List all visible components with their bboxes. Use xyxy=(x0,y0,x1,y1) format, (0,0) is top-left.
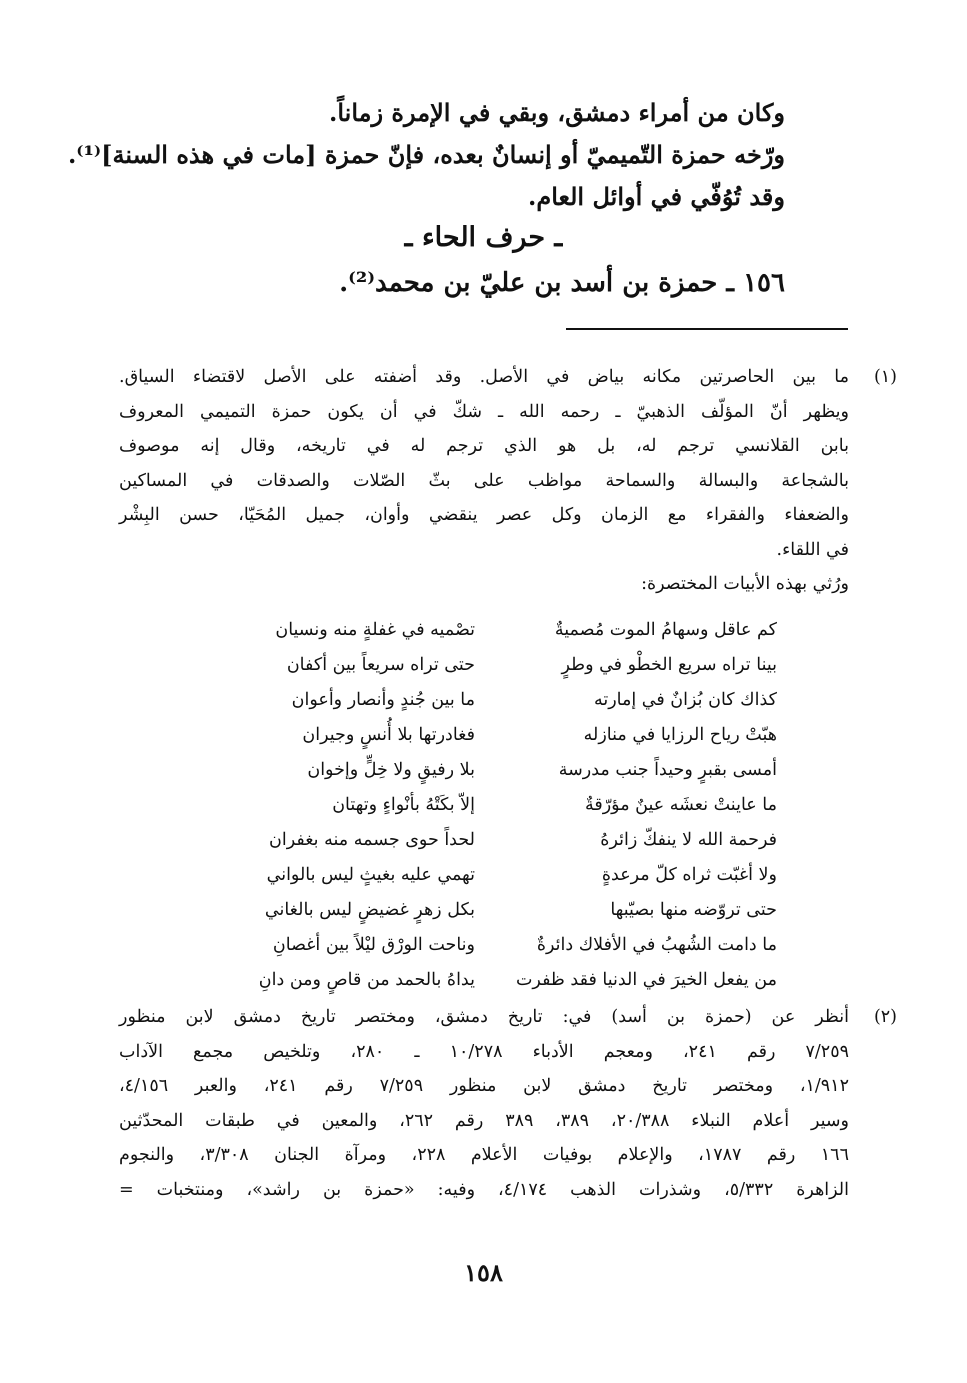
footnote-line: ١/٩١٢، ومختصر تاريخ دمشق لابن منظور ٧/٢٥٩ رقم ٢٤١، والعبر ٤/١٥٦، xyxy=(119,1076,849,1096)
footnote-line: أنظر عن (حمزة بن أسد) في: تاريخ دمشق، ومختصر تاريخ دمشق لابن منظور xyxy=(119,1007,849,1027)
footnote-line: ويظهر أنّ المؤلّف الذهبيّ ـ رحمه الله ـ شكّ في أن يكون حمزة التميمي المعروف xyxy=(119,401,849,422)
footnote-2 xyxy=(119,1000,897,1207)
section-heading: ـ حرف الحاء ـ xyxy=(404,222,563,253)
footnote-line: ما بين الحاصرتين مكانه بياض في الأصل. وقد أضفته على الأصل لاقتضاء السياق. xyxy=(119,367,849,387)
main-text-line: ورّخه حمزة التّميميّ أو إنسانٌ بعده، فإنّ حمزة [مات في هذه السنة]⁽¹⁾. xyxy=(67,140,785,169)
footnote-line: بالشجاعة والبسالة والسماحة مواظب على بثّ الصّلات والصدقات في المساكين xyxy=(119,470,849,491)
footnote-1 xyxy=(119,360,897,602)
main-text-line: وقد تُوُفّي في أوائل العام. xyxy=(528,182,785,211)
verse-second-hemistich: بكل زهرٍ غضيضٍ ليس بالغاني xyxy=(264,900,475,920)
verse-first-hemistich: ما دامت الشُهبُ في الأفلاك دائرةٌ xyxy=(536,935,777,955)
verse-first-hemistich: كم عاقل وسهامُ الموت مُصميةٌ xyxy=(554,620,777,640)
verse-second-hemistich: بلا رفيقٍ ولا خِلٍّ وإخوان xyxy=(307,760,475,780)
main-text-block xyxy=(67,92,785,218)
footnote-line: ورُثي بهذه الأبيات المختصرة: xyxy=(641,574,849,594)
verse-first-hemistich: فرحمة الله لا ينفكّ زائرهُ xyxy=(600,830,777,850)
verse-second-hemistich: لحداً حوى جسمه منه بغفران xyxy=(269,830,475,850)
verse-second-hemistich: تهمي عليه بغيثٍ ليس بالواني xyxy=(266,865,475,885)
verse-first-hemistich: بينا تراه سريع الخطْو في وطرٍ xyxy=(561,655,777,675)
verse-first-hemistich: هبّتْ رياح الرزايا في منازله xyxy=(583,725,777,745)
main-text-line: وكان من أمراء دمشق، وبقي في الإمرة زماناً. xyxy=(328,98,785,127)
verse-second-hemistich: ما بين جُندٍ وأنصار وأعوان xyxy=(291,690,475,710)
verse-second-hemistich: وناحت الورْق ليْلاً بين أغصانِ xyxy=(272,935,475,955)
footnote-line: وسير أعلام النبلاء ٢٠/٣٨٨، ٣٨٩، ٣٨٩ رقم ٢٦٢، والمعين في طبقات المحدّثين xyxy=(119,1110,850,1131)
page-number: ١٥٨ xyxy=(464,1258,503,1287)
footnote-line: في اللقاء. xyxy=(776,539,849,560)
footnote-number: (٢) xyxy=(873,1007,897,1027)
verse-first-hemistich: كذاك كان بُزانٌ في إمارته xyxy=(593,690,777,710)
footnote-line: ٧/٢٥٩ رقم ٢٤١، ومعجم الأدباء ١٠/٢٧٨ ـ ٢٨٠، وتلخيص مجمع الآداب xyxy=(119,1041,849,1062)
footnote-number: (١) xyxy=(873,367,897,387)
verse-first-hemistich: حتى تروّضه منها بصيّبها xyxy=(610,900,777,920)
entry-heading: ١٥٦ ـ حمزة بن أسد بن عليّ بن محمد⁽²⁾. xyxy=(339,268,785,298)
verse-first-hemistich: من يفعل الخيرَ في الدنيا فقد ظفرت xyxy=(515,970,777,990)
verse-second-hemistich: يداهُ بالحمد من قاصٍ ومن دانِ xyxy=(258,970,475,990)
verse-second-hemistich: تصْميه في غفلةٍ منه ونسيان xyxy=(275,620,475,640)
footnote-line: بابن القلانسي ترجم له، بل هو الذي ترجم له في تاريخه، وقال إنه موصوف xyxy=(119,436,849,456)
verse-first-hemistich: ما عاينتْ نعشَه عينٌ مؤرّقةٌ xyxy=(584,795,777,815)
footnote-line: ١٦٦ رقم ١٧٨٧، والإعلام بوفيات الأعلام ٢٢٨، ومرآة الجنان ٣/٣٠٨، والنجوم xyxy=(119,1145,849,1165)
verse-second-hemistich: فغادرتها بلا أُنسٍ وجيران xyxy=(302,725,475,745)
footnote-separator xyxy=(566,328,848,330)
verse-second-hemistich: إلاّ بكَتْهُ بأنْواءٍ وتهتان xyxy=(332,795,475,815)
verse-second-hemistich: حتى تراه سريعاً بين أكفان xyxy=(286,655,475,675)
verse-first-hemistich: ولا أغبّت ثراه كلّ مرعدةٍ xyxy=(601,865,777,885)
footnote-line: والضعفاء والفقراء مع الزمان وكل عصر ينقضي وأوان، جميل المُحَيّا، حسن البِشْر xyxy=(119,505,849,525)
footnote-line: الزاهرة ٥/٣٣٢، وشذرات الذهب ٤/١٧٤، وفيه: «حمزة بن راشد»، ومنتخبات = xyxy=(119,1179,850,1200)
verse-first-hemistich: أمسى بقبرٍ وحيداً جنب مدرسة xyxy=(558,760,777,780)
